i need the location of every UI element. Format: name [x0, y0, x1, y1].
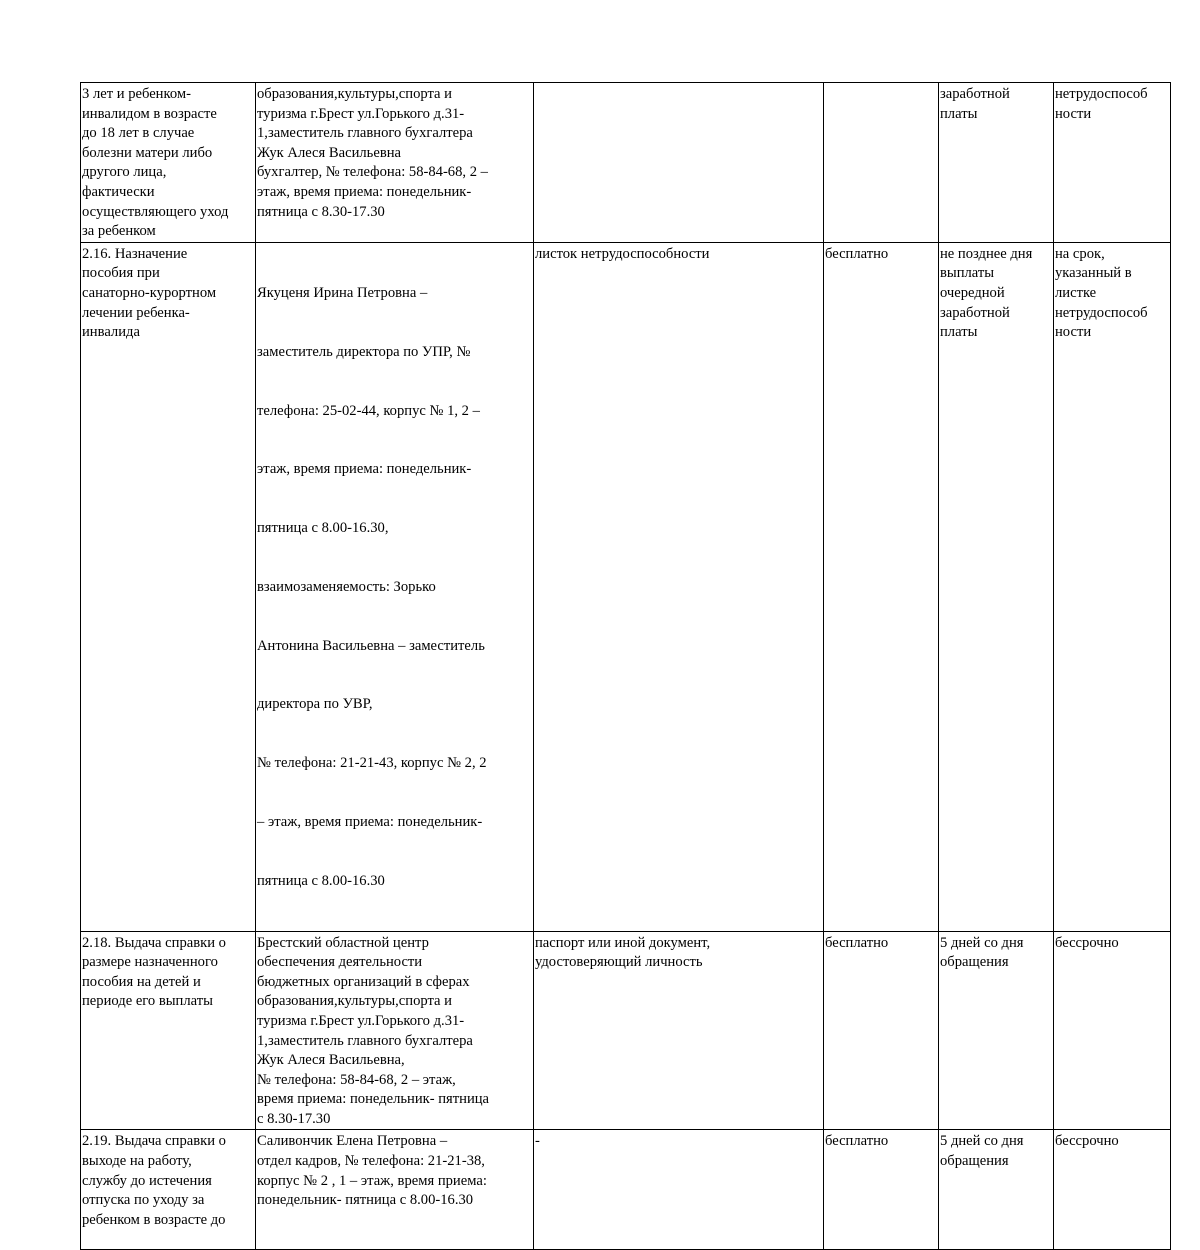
- responsible-cell: [256, 242, 534, 931]
- validity-cell: на срок, указанный в листке нетрудоспособ ности: [1054, 242, 1171, 931]
- services-table: [80, 82, 1171, 1250]
- validity-cell: нетрудоспособ ности: [1054, 83, 1171, 243]
- responsible-line: взаимозаменяемость: Зорько: [257, 578, 436, 595]
- table-row: [81, 931, 1171, 1130]
- responsible-line: пятница с 8.00-16.30: [257, 872, 385, 889]
- service-cell: 2.16. Назначение пособия при санаторно-курортном лечении ребенка- инвалида: [81, 242, 256, 931]
- documents-cell: паспорт или иной документ, удостоверяющий личность: [534, 931, 824, 1130]
- validity-cell: бессрочно: [1054, 931, 1171, 1130]
- documents-cell: [534, 83, 824, 243]
- responsible-line: – этаж, время приема: понедельник-: [257, 813, 483, 830]
- term-cell: не позднее дня выплаты очередной заработной платы: [939, 242, 1054, 931]
- term-cell: 5 дней со дня обращения: [939, 931, 1054, 1130]
- term-cell: 5 дней со дня обращения: [939, 1130, 1054, 1250]
- documents-cell: листок нетрудоспособности: [534, 242, 824, 931]
- term-cell: заработной платы: [939, 83, 1054, 243]
- service-cell: 2.18. Выдача справки о размере назначенного пособия на детей и периоде его выплаты: [81, 931, 256, 1130]
- responsible-line: директора по УВР,: [257, 696, 373, 713]
- table-row: [81, 1130, 1171, 1250]
- service-cell: 3 лет и ребенком- инвалидом в возрасте до 18 лет в случае болезни матери либо другого лица, фактически осуществляющего уход за ребенком: [81, 83, 256, 243]
- documents-cell: -: [534, 1130, 824, 1250]
- validity-cell: бессрочно: [1054, 1130, 1171, 1250]
- fee-cell: бесплатно: [824, 931, 939, 1130]
- fee-cell: бесплатно: [824, 242, 939, 931]
- service-cell: 2.19. Выдача справки о выходе на работу, службу до истечения отпуска по уходу за ребенком в возрасте до: [81, 1130, 256, 1250]
- responsible-cell: Брестский областной центр обеспечения деятельности бюджетных организаций в сферах образования,культуры,спорта и туризма г.Брест ул.Горького д.31- 1,заместитель главного бухгалтера Жук Алеся Васильевна, № телефона: 58-84-68, 2 – этаж, время приема: понедельник- пятница с 8.30-17.30: [256, 931, 534, 1130]
- responsible-cell: Саливончик Елена Петровна – отдел кадров, № телефона: 21-21-38, корпус № 2 , 1 – этаж, время приема: понедельник- пятница с 8.00-16.30: [256, 1130, 534, 1250]
- table-row: [81, 83, 1171, 243]
- responsible-cell: образования,культуры,спорта и туризма г.Брест ул.Горького д.31- 1,заместитель главного бухгалтера Жук Алеся Васильевна бухгалтер, № телефона: 58-84-68, 2 – этаж, время приема: понедельник- пятница с 8.30-17.30: [256, 83, 534, 243]
- responsible-line: № телефона: 21-21-43, корпус № 2, 2: [257, 755, 487, 772]
- fee-cell: [824, 83, 939, 243]
- responsible-line: телефона: 25-02-44, корпус № 1, 2 –: [257, 402, 480, 419]
- table-row: [81, 242, 1171, 931]
- responsible-line: заместитель директора по УПР, №: [257, 343, 471, 360]
- fee-cell: бесплатно: [824, 1130, 939, 1250]
- responsible-line: Якуценя Ирина Петровна –: [257, 284, 428, 301]
- responsible-line: пятница с 8.00-16.30,: [257, 520, 389, 537]
- responsible-line: Антонина Васильевна – заместитель: [257, 637, 485, 654]
- responsible-line: этаж, время приема: понедельник-: [257, 461, 472, 478]
